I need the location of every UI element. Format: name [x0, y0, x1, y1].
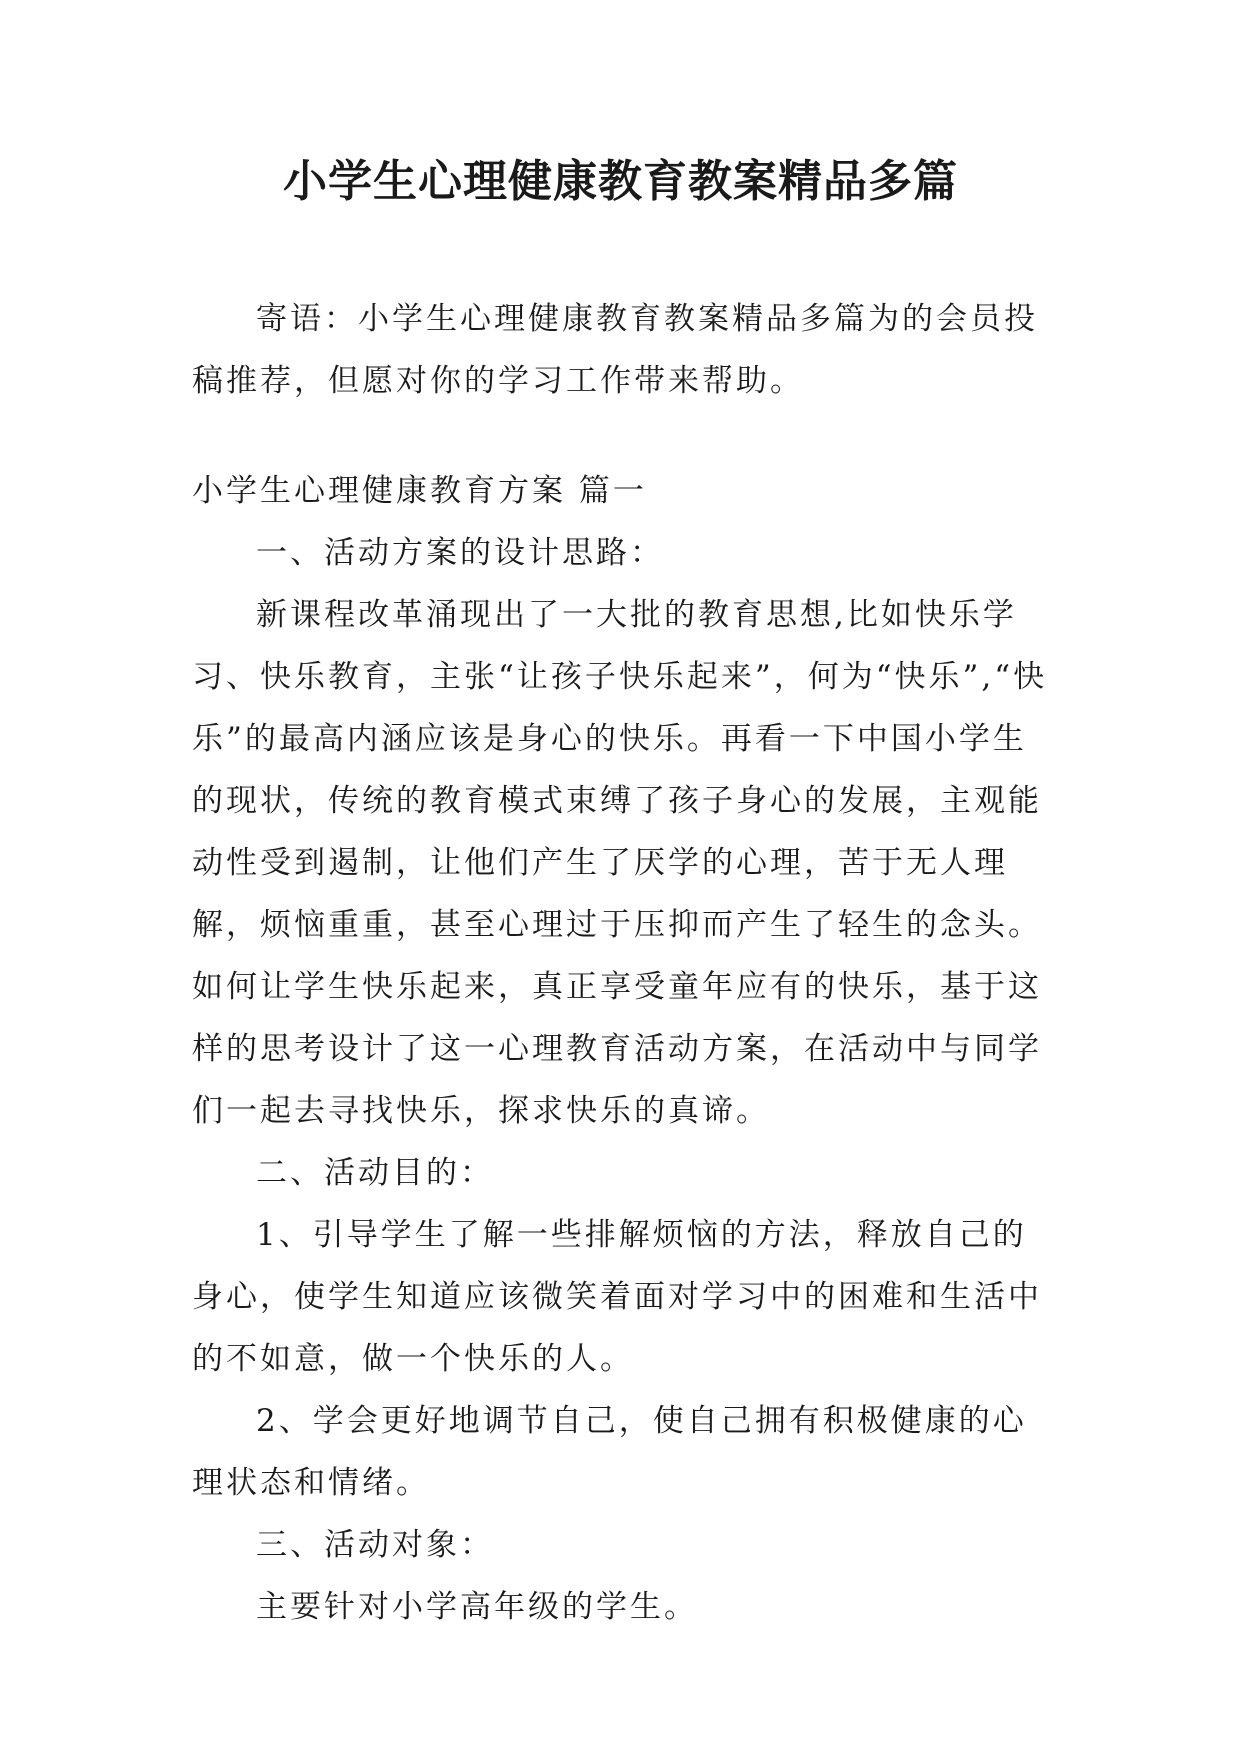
paragraph-design-idea: 新课程改革涌现出了一大批的教育思想,比如快乐学习、快乐教育，主张“让孩子快乐起来”，何为“快乐”,“快乐”的最高内涵应该是身心的快乐。再看一下中国小学生的现状，传统的教育模式束缚了孩子身心的发展，主观能动性受到遏制，让他们产生了厌学的心理，苦于无人理解，烦恼重重，甚至心理过于压抑而产生了轻生的念头。如何让学生快乐起来，真正享受童年应有的快乐，基于这样的思考设计了这一心理教育活动方案，在活动中与同学们一起去寻找快乐，探求快乐的真谛。: [192, 597, 1048, 1129]
heading-design-idea: 一、活动方案的设计思路：: [256, 535, 664, 571]
paragraph-goal-1: 1、引导学生了解一些排解烦恼的方法，释放自己的身心，使学生知道应该微笑着面对学习中的困难和生活中的不如意，做一个快乐的人。: [192, 1217, 1042, 1377]
intro-paragraph: 寄语：小学生心理健康教育教案精品多篇为的会员投稿推荐，但愿对你的学习工作带来帮助。: [192, 301, 1038, 399]
document-title: 小学生心理健康教育教案精品多篇: [283, 156, 958, 207]
paragraph-goal-2: 2、学会更好地调节自己，使自己拥有积极健康的心理状态和情绪。: [192, 1403, 1027, 1501]
paragraph-target: 主要针对小学高年级的学生。: [256, 1589, 698, 1625]
heading-activity-goal: 二、活动目的：: [256, 1155, 494, 1191]
content-block: [192, 460, 1056, 1638]
intro-block: [192, 288, 1056, 412]
heading-activity-target: 三、活动对象：: [256, 1527, 494, 1563]
section-title: 小学生心理健康教育方案 篇一: [192, 473, 647, 509]
